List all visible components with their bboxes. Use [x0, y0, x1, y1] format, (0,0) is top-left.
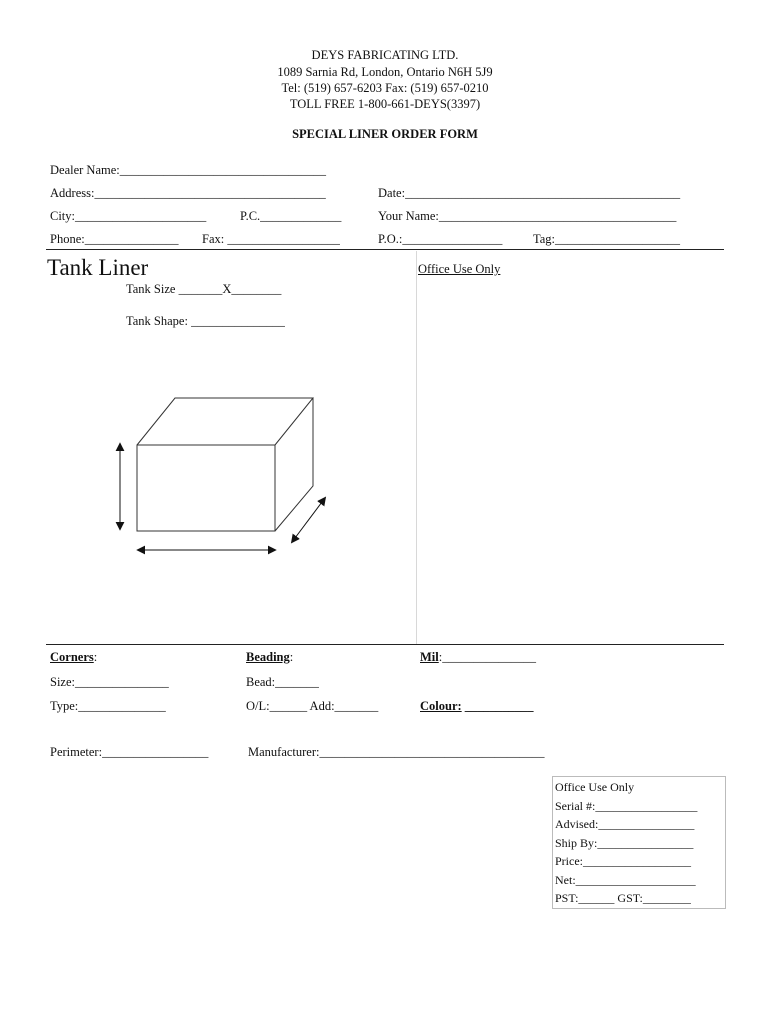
corner-type-field[interactable]: Type:______________ [50, 699, 166, 713]
corners-heading: Corners: [50, 650, 98, 664]
perimeter-field[interactable]: Perimeter:_________________ [50, 745, 209, 759]
serial-field[interactable]: Serial #:_________________ [555, 799, 698, 813]
ship-by-field[interactable]: Ship By:________________ [555, 836, 694, 850]
middle-divider [46, 644, 724, 645]
top-divider [46, 249, 724, 250]
mil-field[interactable]: Mil:_______________ [420, 650, 536, 664]
phone-field[interactable]: Phone:_______________ [50, 232, 179, 246]
beading-heading: Beading: [246, 650, 294, 664]
company-phone-fax: Tel: (519) 657-6203 Fax: (519) 657-0210 [281, 81, 489, 95]
date-field[interactable]: Date:____________________________________________ [378, 186, 681, 200]
box-front-face [137, 445, 275, 531]
pst-gst-field[interactable]: PST:______ GST:________ [555, 891, 691, 905]
company-name: DEYS FABRICATING LTD. [311, 48, 459, 62]
corner-size-field[interactable]: Size:_______________ [50, 675, 169, 689]
net-field[interactable]: Net:____________________ [555, 873, 696, 887]
bead-field[interactable]: Bead:_______ [246, 675, 319, 689]
tag-field[interactable]: Tag:____________________ [533, 232, 681, 246]
fax-field[interactable]: Fax: __________________ [202, 232, 340, 246]
price-field[interactable]: Price:__________________ [555, 854, 691, 868]
tank-liner-title: Tank Liner [47, 255, 149, 280]
office-use-box [552, 776, 726, 909]
ol-add-field[interactable]: O/L:______ Add:_______ [246, 699, 379, 713]
box-top-face [137, 398, 313, 445]
office-box-title: Office Use Only [555, 780, 635, 794]
advised-field[interactable]: Advised:________________ [555, 817, 695, 831]
vertical-divider [416, 251, 417, 644]
manufacturer-field[interactable]: Manufacturer:____________________________________ [248, 745, 545, 759]
address-field[interactable]: Address:_____________________________________ [50, 186, 326, 200]
your-name-field[interactable]: Your Name:______________________________________ [378, 209, 677, 223]
company-toll-free: TOLL FREE 1-800-661-DEYS(3397) [289, 97, 481, 111]
tank-size-field[interactable]: Tank Size _______X________ [126, 282, 282, 296]
colour-field[interactable]: Colour: ___________ [420, 699, 534, 713]
tank-box-diagram [105, 390, 345, 565]
form-title: SPECIAL LINER ORDER FORM [292, 127, 478, 141]
company-address: 1089 Sarnia Rd, London, Ontario N6H 5J9 [277, 65, 493, 79]
po-field[interactable]: P.O.:________________ [378, 232, 503, 246]
tank-shape-field[interactable]: Tank Shape: _______________ [126, 314, 285, 328]
postal-code-field[interactable]: P.C._____________ [240, 209, 342, 223]
city-field[interactable]: City:_____________________ [50, 209, 207, 223]
box-side-face [275, 398, 313, 531]
office-use-heading: Office Use Only [418, 262, 501, 276]
dealer-name-field[interactable]: Dealer Name:_________________________________ [50, 163, 327, 177]
